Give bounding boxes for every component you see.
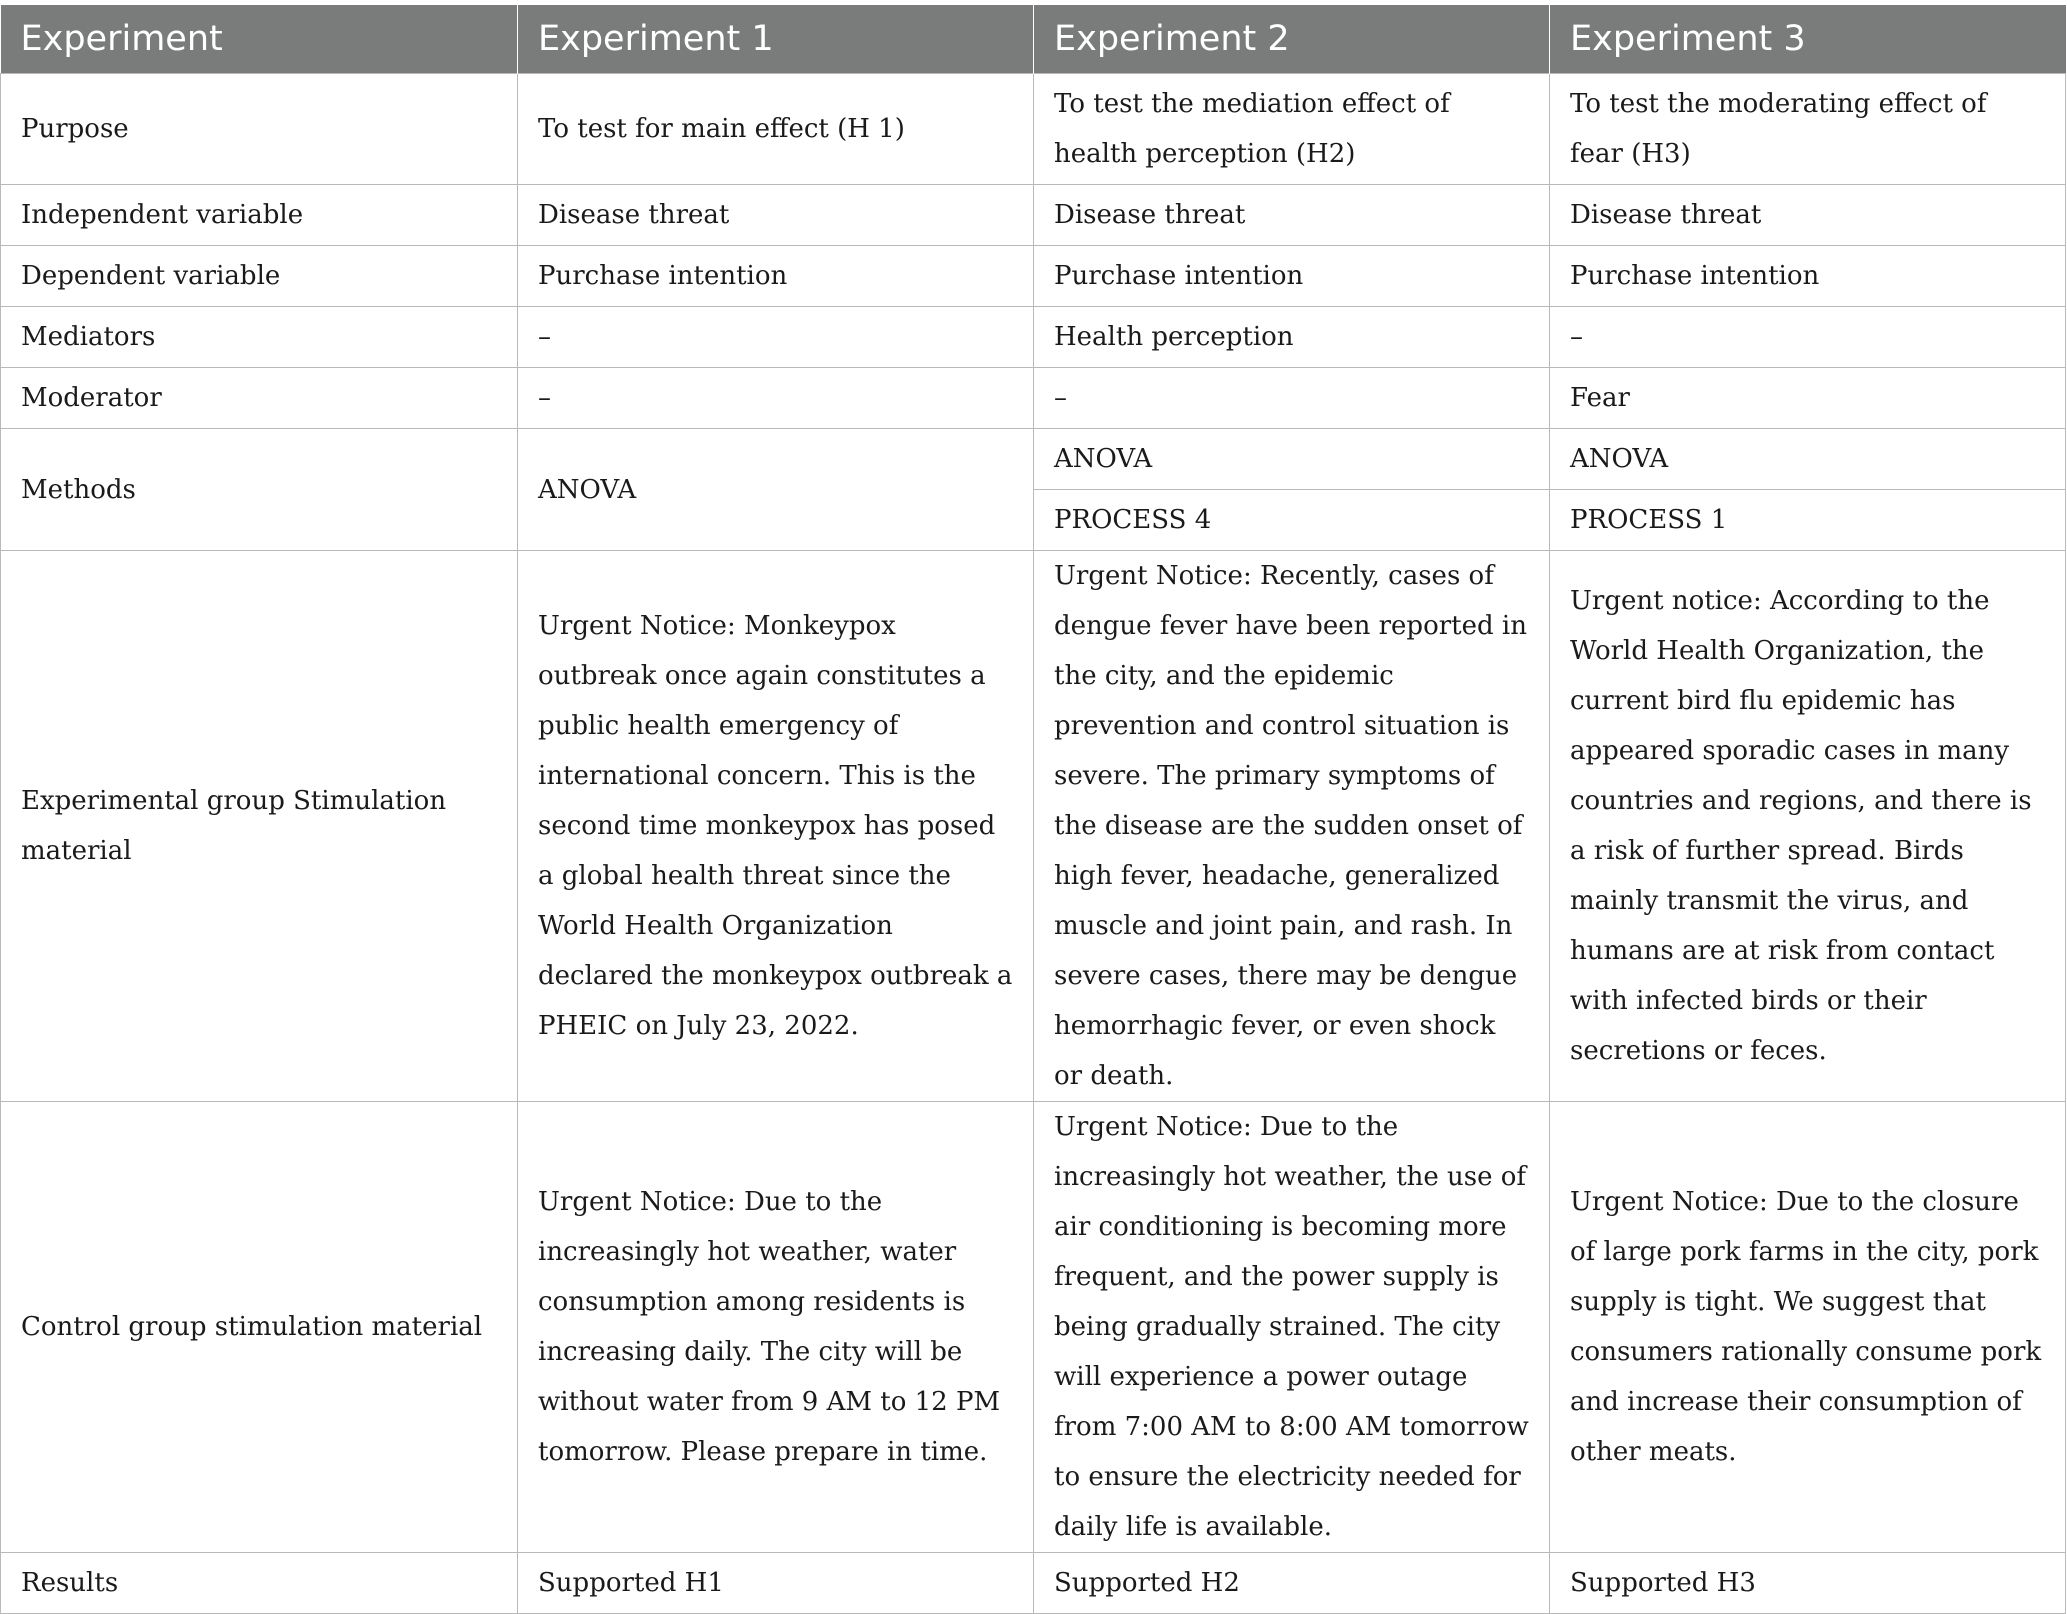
header-experiment-2: Experiment 2 xyxy=(1034,5,1550,74)
cell-e2: Health perception xyxy=(1034,307,1550,368)
row-label: Moderator xyxy=(1,368,518,429)
row-methods xyxy=(1,429,2066,490)
cell-e1: Urgent Notice: Monkeypox outbreak once again constitutes a public health emergency of international concern. This is the second time monkeypox has posed a global health threat since the World Health Organization declared the monkeypox outbreak a PHEIC on July 23, 2022. xyxy=(518,551,1034,1102)
cell-e1: ANOVA xyxy=(518,429,1034,551)
header-experiment-3: Experiment 3 xyxy=(1550,5,2066,74)
cell-e1: – xyxy=(518,368,1034,429)
cell-e1: Supported H1 xyxy=(518,1553,1034,1614)
row-label: Dependent variable xyxy=(1,246,518,307)
row-mediators xyxy=(1,307,2066,368)
row-moderator xyxy=(1,368,2066,429)
row-experimental-material xyxy=(1,551,2066,1102)
cell-e3: Fear xyxy=(1550,368,2066,429)
row-label: Purpose xyxy=(1,74,518,185)
cell-e2: – xyxy=(1034,368,1550,429)
cell-e3: – xyxy=(1550,307,2066,368)
header-experiment: Experiment xyxy=(1,5,518,74)
row-dependent-variable xyxy=(1,246,2066,307)
cell-e2: Disease threat xyxy=(1034,185,1550,246)
cell-e2: Urgent Notice: Recently, cases of dengue fever have been reported in the city, and the epidemic prevention and control situation is severe. The primary symptoms of the disease are the sudden onset of high fever, headache, generalized muscle and joint pain, and rash. In severe cases, there may be dengue hemorrhagic fever, or even shock or death. xyxy=(1034,551,1550,1102)
cell-e3: Disease threat xyxy=(1550,185,2066,246)
cell-e3: Supported H3 xyxy=(1550,1553,2066,1614)
cell-e1: Disease threat xyxy=(518,185,1034,246)
cell-e3: To test the moderating effect of fear (H3) xyxy=(1550,74,2066,185)
cell-e2: Urgent Notice: Due to the increasingly hot weather, the use of air conditioning is becoming more frequent, and the power supply is being gradually strained. The city will experience a power outage from 7:00 AM to 8:00 AM tomorrow to ensure the electricity needed for daily life is available. xyxy=(1034,1102,1550,1553)
cell-e2-method-a: ANOVA xyxy=(1034,429,1550,490)
row-label: Experimental group Stimulation material xyxy=(1,551,518,1102)
row-results xyxy=(1,1553,2066,1614)
row-purpose xyxy=(1,74,2066,185)
cell-e2-method-b: PROCESS 4 xyxy=(1034,490,1550,551)
row-label: Control group stimulation material xyxy=(1,1102,518,1553)
cell-e1: Urgent Notice: Due to the increasingly hot weather, water consumption among residents is increasing daily. The city will be without water from 9 AM to 12 PM tomorrow. Please prepare in time. xyxy=(518,1102,1034,1553)
row-label: Mediators xyxy=(1,307,518,368)
experiments-table xyxy=(0,5,2066,1614)
row-label: Results xyxy=(1,1553,518,1614)
row-independent-variable xyxy=(1,185,2066,246)
header-experiment-1: Experiment 1 xyxy=(518,5,1034,74)
cell-e1: – xyxy=(518,307,1034,368)
cell-e3-method-a: ANOVA xyxy=(1550,429,2066,490)
cell-e2: Purchase intention xyxy=(1034,246,1550,307)
cell-e2: To test the mediation effect of health perception (H2) xyxy=(1034,74,1550,185)
cell-e1: Purchase intention xyxy=(518,246,1034,307)
cell-e1: To test for main effect (H 1) xyxy=(518,74,1034,185)
row-label: Independent variable xyxy=(1,185,518,246)
row-label: Methods xyxy=(1,429,518,551)
cell-e3-method-b: PROCESS 1 xyxy=(1550,490,2066,551)
header-row xyxy=(1,5,2066,74)
row-control-material xyxy=(1,1102,2066,1553)
cell-e3: Urgent notice: According to the World Health Organization, the current bird flu epidemic has appeared sporadic cases in many countries and regions, and there is a risk of further spread. Birds mainly transmit the virus, and humans are at risk from contact with infected birds or their secretions or feces. xyxy=(1550,551,2066,1102)
cell-e2: Supported H2 xyxy=(1034,1553,1550,1614)
cell-e3: Purchase intention xyxy=(1550,246,2066,307)
cell-e3: Urgent Notice: Due to the closure of large pork farms in the city, pork supply is tight. We suggest that consumers rationally consume pork and increase their consumption of other meats. xyxy=(1550,1102,2066,1553)
